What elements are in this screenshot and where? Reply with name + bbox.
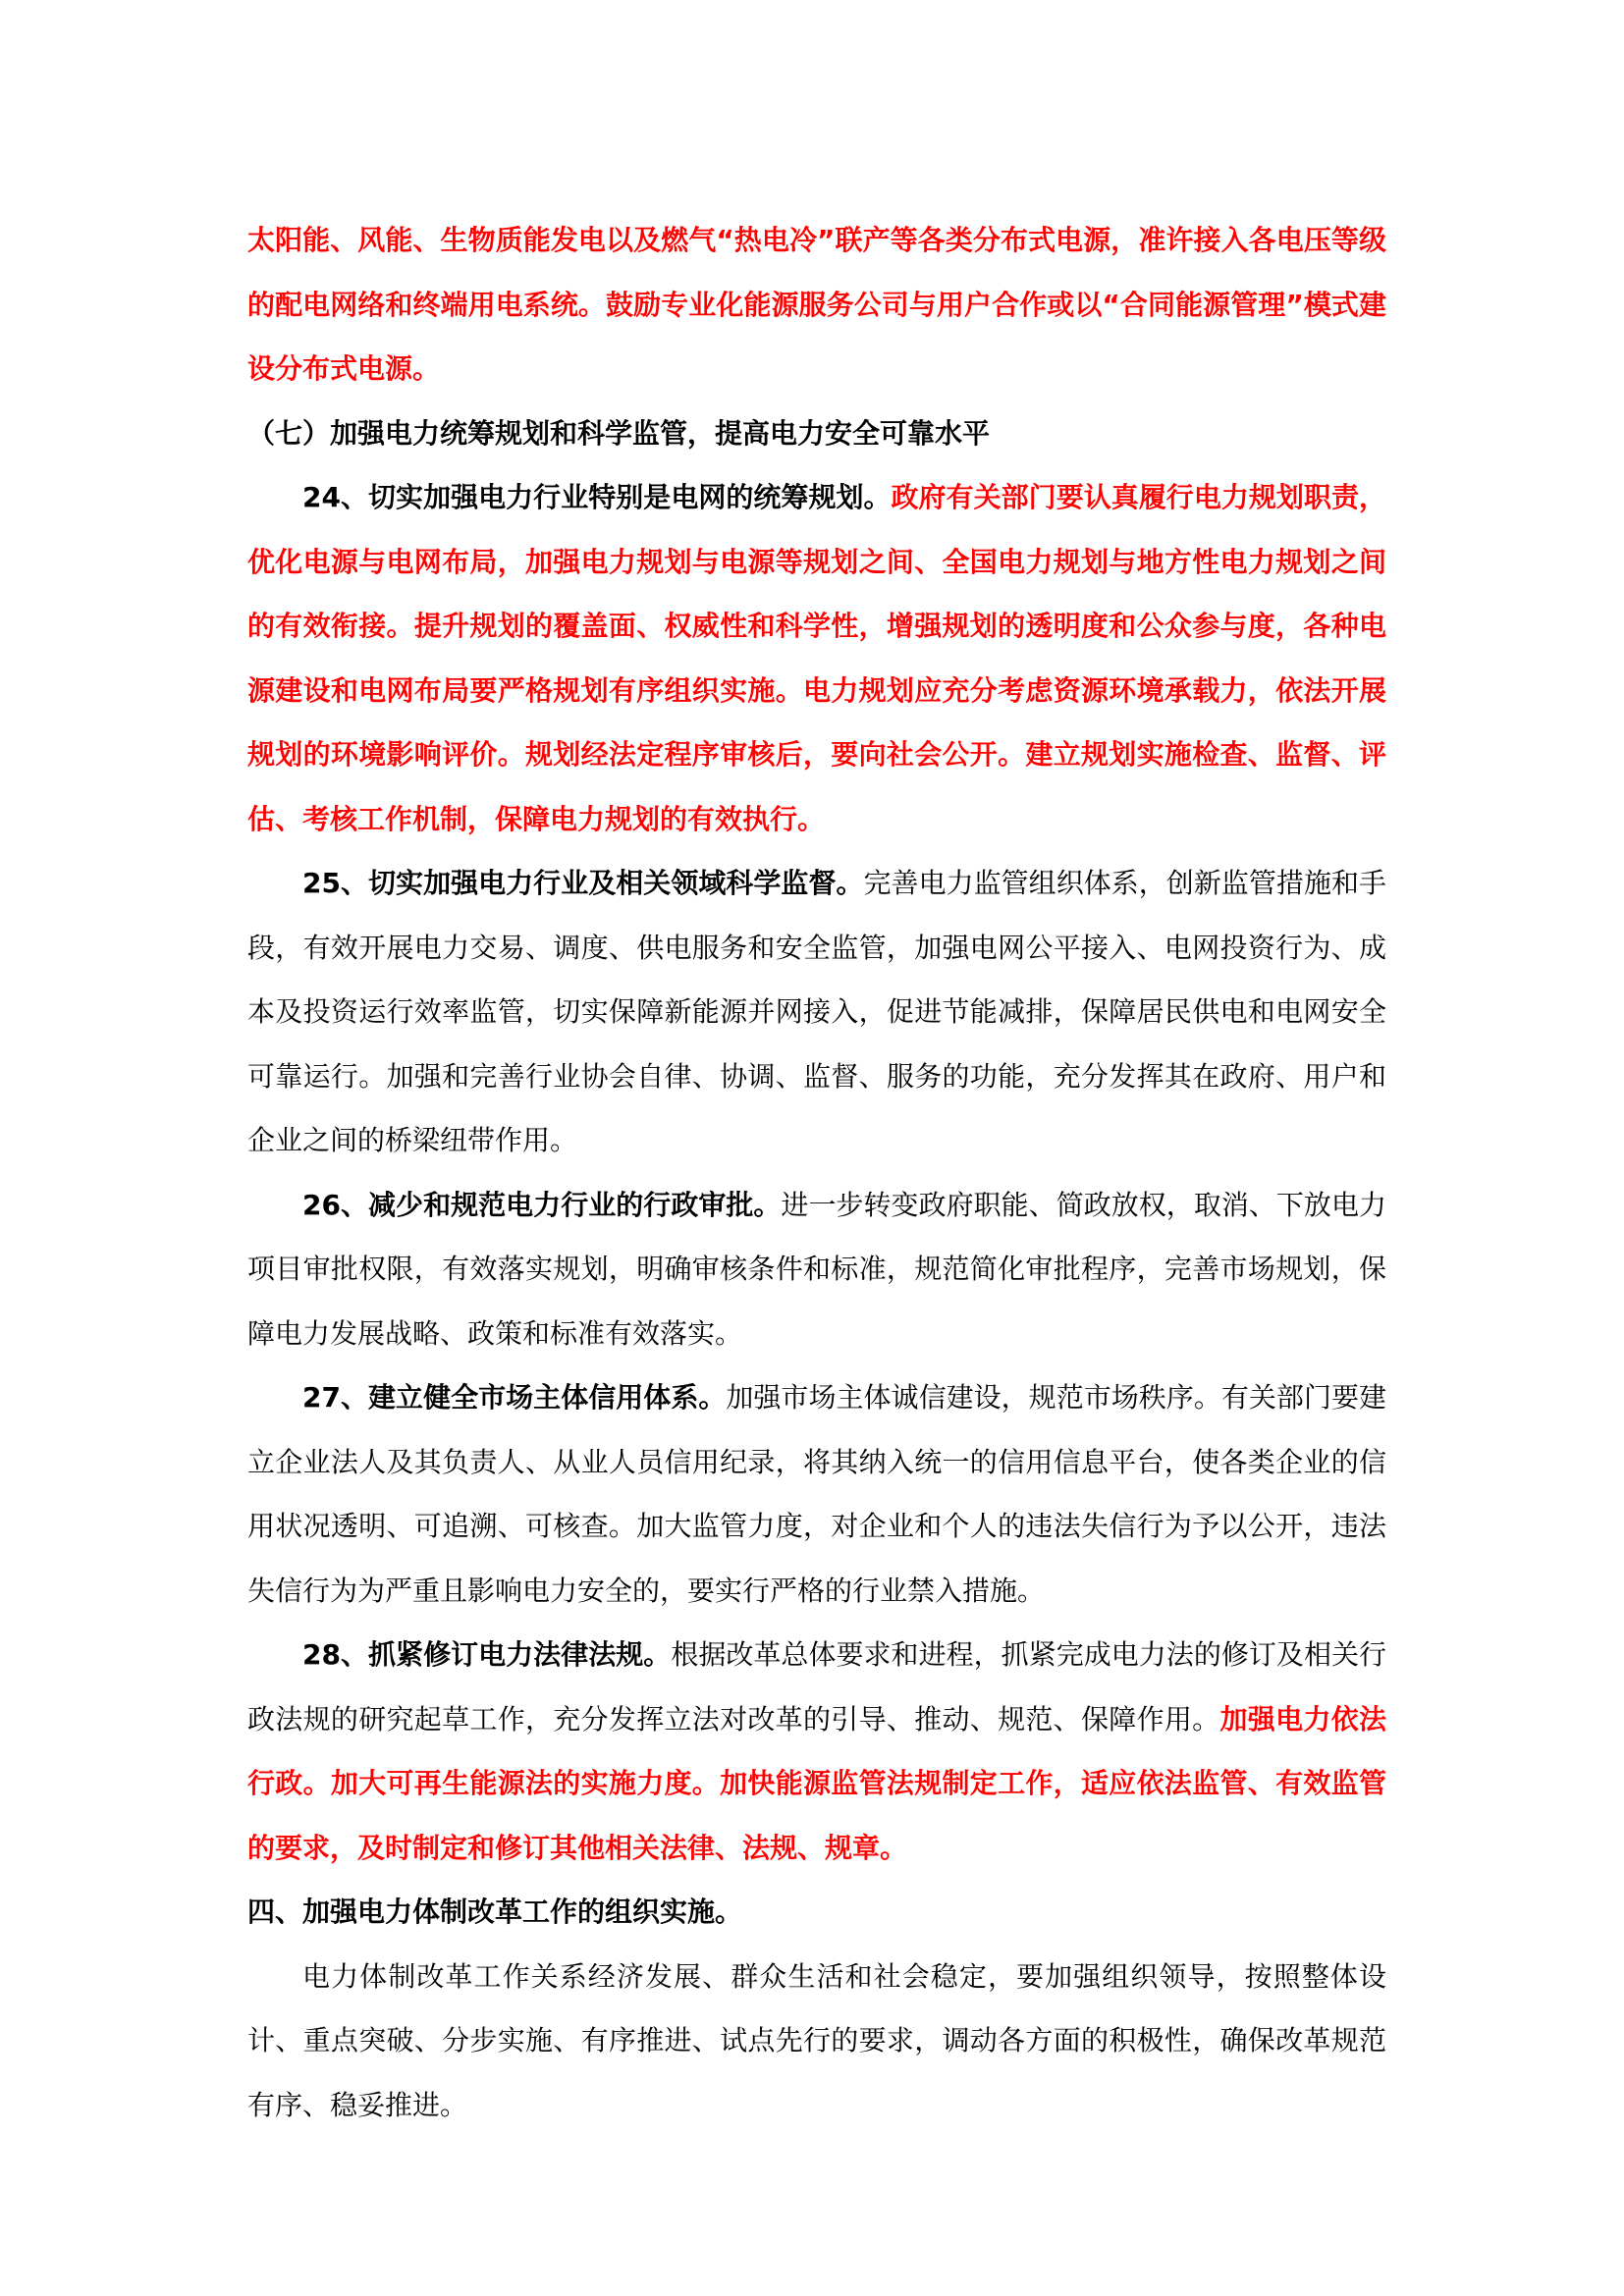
paragraph-item-27 bbox=[247, 1365, 1386, 1623]
paragraph-item-25 bbox=[247, 851, 1386, 1173]
highlighted-text: 加强电力依法行政。加大可再生能源法的实施力度。加快能源监管法规制定工作，适应依法监管、有效监管的要求，及时制定和修订其他相关法律、法规、规章。 bbox=[247, 1702, 1386, 1864]
body-text: 加强市场主体诚信建设，规范市场秩序。有关部门要建立企业法人及其负责人、从业人员信用纪录，将其纳入统一的信用信息平台，使各类企业的信用状况透明、可追溯、可核查。加大监管力度，对企业和个人的违法失信行为予以公开，违法失信行为为严重且影响电力安全的，要实行严格的行业禁入措施。 bbox=[247, 1381, 1386, 1607]
highlighted-text: 太阳能、风能、生物质能发电以及燃气“热电冷”联产等各类分布式电源，准许接入各电压等级的配电网络和终端用电系统。鼓励专业化能源服务公司与用户合作或以“合同能源管理”模式建设分布式电源。 bbox=[247, 224, 1386, 385]
paragraph-item-28 bbox=[247, 1623, 1386, 1880]
item-title: 26、减少和规范电力行业的行政审批。 bbox=[302, 1188, 782, 1221]
highlighted-text: 政府有关部门要认真履行电力规划职责，优化电源与电网布局，加强电力规划与电源等规划之间、全国电力规划与地方性电力规划之间的有效衔接。提升规划的覆盖面、权威性和科学性，增强规划的透明度和公众参与度，各种电源建设和电网布局要严格规划有序组织实施。电力规划应充分考虑资源环境承载力，依法开展规划的环境影响评价。规划经法定程序审核后，要向社会公开。建立规划实施检查、监督、评估、考核工作机制，保障电力规划的有效执行。 bbox=[247, 481, 1386, 835]
section-heading-7: （七）加强电力统筹规划和科学监管，提高电力安全可靠水平 bbox=[247, 416, 991, 450]
paragraph-item-24 bbox=[247, 465, 1386, 851]
document-page bbox=[247, 208, 1386, 2137]
item-title: 24、切实加强电力行业特别是电网的统筹规划。 bbox=[302, 481, 892, 513]
body-text: 进一步转变政府职能、简政放权，取消、下放电力项目审批权限，有效落实规划，明确审核条件和标准，规范简化审批程序，完善市场规划，保障电力发展战略、政策和标准有效落实。 bbox=[247, 1188, 1386, 1350]
item-title: 25、切实加强电力行业及相关领域科学监督。 bbox=[302, 867, 864, 899]
section-heading-4: 四、加强电力体制改革工作的组织实施。 bbox=[247, 1896, 743, 1928]
body-text: 根据改革总体要求和进程，抓紧完成电力法的修订及相关行政法规的研究起草工作，充分发挥立法对改革的引导、推动、规范、保障作用。 bbox=[247, 1638, 1386, 1735]
body-text: 完善电力监管组织体系，创新监管措施和手段，有效开展电力交易、调度、供电服务和安全监管，加强电网公平接入、电网投资行为、成本及投资运行效率监管，切实保障新能源并网接入，促进节能减排，保障居民供电和电网安全可靠运行。加强和完善行业协会自律、协调、监督、服务的功能，充分发挥其在政府、用户和企业之间的桥梁纽带作用。 bbox=[247, 867, 1386, 1156]
paragraph-implementation bbox=[247, 1945, 1386, 2138]
paragraph-distributed-power bbox=[247, 208, 1386, 401]
item-title: 27、建立健全市场主体信用体系。 bbox=[302, 1381, 727, 1414]
item-title: 28、抓紧修订电力法律法规。 bbox=[302, 1638, 672, 1671]
paragraph-item-26 bbox=[247, 1173, 1386, 1366]
body-text: 电力体制改革工作关系经济发展、群众生活和社会稳定，要加强组织领导，按照整体设计、重点突破、分步实施、有序推进、试点先行的要求，调动各方面的积极性，确保改革规范有序、稳妥推进。 bbox=[247, 1959, 1386, 2121]
